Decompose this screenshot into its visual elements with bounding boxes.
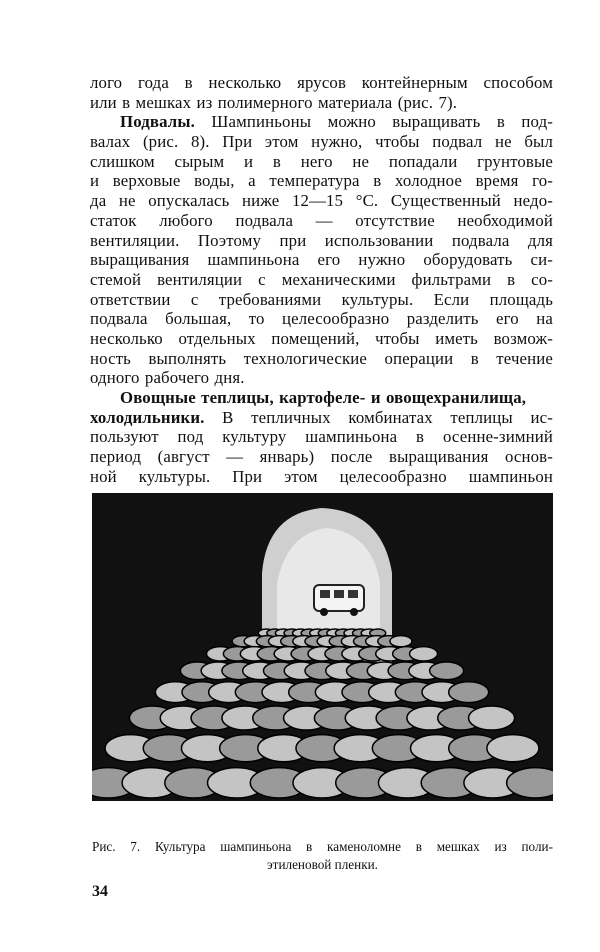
line-text: валах (рис. 8). При этом нужно, чтобы подвал не был	[90, 132, 553, 152]
text-line	[90, 349, 553, 369]
text-line	[90, 191, 553, 211]
line-text: период (август — январь) после выращивания основ-	[90, 447, 553, 467]
line-text: стемой вентиляции с механическими фильтрами в со-	[90, 269, 553, 289]
body-text	[90, 73, 553, 486]
line-text: или в мешках из полимерного материала (рис. 7).	[90, 92, 458, 112]
sack	[507, 768, 553, 798]
text-line	[90, 290, 553, 310]
vehicle-icon	[314, 585, 364, 616]
line-text: ответствии с требованиями культуры. Если площадь	[90, 289, 553, 309]
sack	[487, 735, 539, 762]
line-text: слишком сырым и в него не попадали грунтовые	[90, 151, 553, 171]
sack	[390, 636, 412, 647]
sack	[410, 647, 438, 661]
line-text: пользуют под культуру шампиньона в осенне-зимний	[90, 427, 553, 447]
line-text: несколько отдельных помещений, чтобы иметь возмож-	[90, 328, 553, 348]
line-text: ность выполнять технологические операции в течение	[90, 348, 553, 368]
text-line	[90, 309, 553, 329]
sack	[469, 706, 515, 730]
line-text: Шампиньоны можно выращивать в под-	[194, 112, 553, 132]
caption-line-2: этиленовой пленки.	[267, 857, 378, 872]
text-line	[90, 73, 553, 93]
text-line	[90, 132, 553, 152]
line-text: одного рабочего дня.	[90, 368, 245, 388]
text-line	[90, 368, 553, 388]
text-line	[90, 447, 553, 467]
line-text: ной культуры. При этом целесообразно шампиньон	[90, 466, 553, 486]
text-line	[90, 211, 553, 231]
line-text: и верховые воды, а температура в холодное время го-	[90, 171, 553, 191]
line-text: статок любого подвала — отсутствие необходимой	[90, 210, 553, 230]
line-text: вентиляции. Поэтому при использовании подвала для	[90, 230, 553, 250]
sack	[430, 662, 464, 680]
line-text: подвала большая, то целесообразно разделить его на	[90, 309, 553, 329]
text-line	[90, 171, 553, 191]
text-line	[90, 467, 553, 487]
text-line	[90, 408, 553, 428]
caption-line-1: Рис. 7. Культура шампиньона в каменоломне в мешках из поли-	[92, 839, 553, 854]
line-text: выращивания шампиньона его нужно оборудовать си-	[90, 250, 553, 270]
section-heading: Подвалы.	[120, 112, 195, 132]
section-heading: Овощные теплицы, картофеле- и овощехранилища,	[120, 388, 527, 407]
line-text: В тепличных комбинатах теплицы ис-	[204, 407, 553, 427]
page-number: 34	[92, 883, 108, 900]
sack	[449, 682, 489, 703]
text-line	[90, 270, 553, 290]
figure-illustration-quarry-mushroom-sacks	[92, 493, 553, 801]
text-line	[90, 231, 553, 251]
text-line	[90, 329, 553, 349]
line-text: да не опускалась ниже 12—15 °С. Существенный недо-	[90, 191, 553, 211]
text-line	[90, 250, 553, 270]
text-line	[90, 112, 553, 132]
section-heading: холодильники.	[90, 407, 205, 427]
line-text: лого года в несколько ярусов контейнерным способом	[90, 73, 553, 92]
text-line	[90, 152, 553, 172]
text-line	[90, 388, 553, 408]
text-line	[90, 427, 553, 447]
figure-caption	[92, 838, 553, 874]
text-line	[90, 93, 553, 113]
